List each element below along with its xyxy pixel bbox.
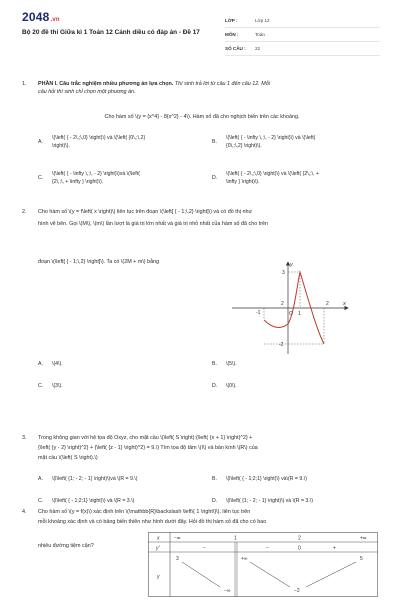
question-text-line-2: hình vẽ bên. Gọi \(M\), \(m\) lần lượt là giá trị lớn nhất và giá trị nhỏ nhất của hàm số đã cho trên (38, 221, 269, 227)
meta-key: MÔN : (225, 32, 239, 37)
sign-2: − (266, 545, 269, 552)
y-val-neg-inf: −∞ (224, 588, 231, 594)
option-text: \(I\left( {1; - 2; - 1} \right)\) và \(R = 3.\) (226, 498, 313, 504)
x-val-2: 2 (298, 535, 301, 542)
option-label: D. (212, 383, 218, 389)
option-b[interactable] (212, 135, 382, 151)
page-header (0, 0, 400, 62)
meta-value: Toán (255, 32, 265, 37)
option-text: \(I\left( { - 1;2;1} \right)\) và\(R = 9.\) (226, 476, 307, 482)
meta-row-subject (225, 28, 380, 42)
option-label: D. (212, 498, 218, 504)
label-x: x (343, 301, 346, 307)
option-label: C. (38, 175, 44, 181)
part-note: Thí sinh trả lời từ câu 1 đến câu 12. Mỗi (174, 81, 270, 87)
y-val-neg2: −2 (294, 588, 300, 594)
site-logo[interactable] (22, 10, 60, 24)
option-label: B. (212, 139, 217, 145)
option-text-2: {2\,;\, + \infty } \right)\). (52, 179, 104, 185)
label-3: 3 (282, 270, 285, 276)
arrow-up (306, 562, 356, 587)
option-label: D. (212, 175, 218, 181)
meta-row-count (225, 42, 380, 56)
logo-suffix: .vn (50, 17, 60, 23)
question-text-line-1: Cho hàm số \(y = f\left( x \right)\) liên tục trên đoạn \(\left[ { - 1;\,2} \right]\) và có đồ thị như (38, 209, 253, 215)
option-b[interactable] (212, 361, 312, 369)
option-text-2: \right)\). (52, 143, 70, 149)
part-title: PHẦN I. Câu trắc nghiệm nhiều phương án lựa chọn. (38, 81, 174, 87)
question-text-line-3: mặt cầu \(\left( S \right).\) (38, 455, 98, 461)
option-text: \(0\). (226, 383, 237, 389)
document-title: Bộ 20 đề thi Giữa kì 1 Toán 12 Cánh diều có đáp án - Đề 17 (22, 29, 200, 36)
question-text-line-1: Cho hàm số \(y = f(x)\) xác định trên \(\mathbb{R}\backslash \left\{ 1 \right\}\), liên tục trên (38, 509, 251, 515)
option-text-2: \infty } \right)\). (226, 179, 260, 185)
option-c[interactable] (38, 383, 138, 391)
meta-value: 22 (255, 46, 261, 51)
question-number: 2. (22, 209, 27, 215)
label-y: y (290, 262, 293, 268)
option-text: \(\left( { - 2\,;\,0} \right)\) và \(\left( {0\,;\,2} (52, 135, 146, 141)
label-x1: 1 (298, 311, 301, 317)
label-xm1: -1 (256, 310, 261, 316)
row-label-x: x (157, 535, 160, 542)
option-c[interactable] (38, 498, 208, 506)
option-label: B. (212, 361, 217, 367)
x-val-neg-inf: −∞ (174, 535, 181, 542)
option-a[interactable] (38, 476, 208, 484)
option-d[interactable] (212, 171, 382, 187)
option-a[interactable] (38, 361, 138, 369)
label-y2: 2 (281, 301, 284, 307)
part-heading (38, 80, 382, 88)
part-note-2: câu hỏi thí sinh chỉ chọn một phương án. (38, 89, 136, 95)
option-text: \(I\left( { - 1;2;1} \right)\) và \(R = 3.\) (52, 498, 135, 504)
arrow-down-1 (182, 562, 220, 587)
question-text-line-1: Trong không gian với hệ tọa độ Oxyz, cho mặt cầu \(\left( S \right):{\left( {x + 1} \right)^2} + (38, 435, 253, 441)
logo-main: 2048 (22, 10, 50, 24)
x-val-pos-inf: +∞ (360, 535, 367, 542)
arrow-down-2 (250, 562, 290, 587)
label-x2: 2 (326, 301, 329, 307)
option-label: A. (38, 361, 43, 367)
question-stem: Cho hàm số \(y = {x^4} - 8{x^2} - 4\). Hàm số đã cho nghịch biến trên các khoảng. (104, 114, 300, 120)
function-graph (224, 258, 354, 358)
question-number: 1. (22, 81, 27, 87)
question-text-line-2: {\left( {y - 2} \right)^2} + {\left( {z - 1} \right)^2} = 9.\) Tìm tọa độ tâm \(I\) và bán kính \(R\) của (38, 445, 258, 451)
question-text-line-2: mỗi khoảng xác định và có bảng biến thiên như hình dưới đây. Hỏi đồ thị hàm số đã cho có bao (38, 519, 267, 525)
option-text: \(\left( { - \infty \,;\, - 2} \right)\)và \(\left( (52, 171, 140, 177)
sign-zero: 0 (298, 545, 301, 552)
sign-3: + (333, 545, 336, 552)
option-label: C. (38, 383, 44, 389)
option-b[interactable] (212, 476, 382, 484)
label-ym2: -2 (279, 342, 284, 348)
option-d[interactable] (212, 383, 312, 391)
option-text: \(5\). (226, 361, 237, 367)
x-val-1: 1 (234, 535, 237, 542)
option-label: C. (38, 498, 44, 504)
meta-row-class (225, 14, 380, 28)
y-val-pos-inf: +∞ (241, 556, 248, 562)
question-text-line-3: đoạn \(\left[ { - 1;\,2} \right]\). Ta có \(2M + m\) bằng (38, 259, 160, 265)
question-number: 4. (22, 509, 27, 515)
option-label: B. (212, 476, 217, 482)
option-d[interactable] (212, 498, 382, 506)
sign-1: − (203, 545, 206, 552)
label-origin: O (289, 311, 293, 317)
meta-box (225, 14, 380, 56)
meta-value: Lớp 12 (255, 18, 270, 23)
option-text: \(4\). (52, 361, 63, 367)
option-label: A. (38, 139, 43, 145)
option-text: \(\left( { - \infty \,;\, - 2} \right)\) và \(\left( (226, 135, 316, 141)
meta-key: LỚP : (225, 18, 238, 23)
option-text-2: {0\,;\,2} \right)\). (226, 143, 262, 149)
option-text: \(I\left( {1; - 2; - 1} \right)\)và \(R = 9.\) (52, 476, 138, 482)
row-label-yp: y' (156, 545, 160, 552)
y-val-3: 3 (176, 556, 179, 562)
question-number: 3. (22, 435, 27, 441)
row-label-y: y (157, 574, 160, 580)
variation-table (148, 532, 378, 597)
meta-key: SỐ CÂU : (225, 46, 246, 51)
option-text: \(3\). (52, 383, 63, 389)
option-label: A. (38, 476, 43, 482)
question-text-line-3: nhiêu đường tiệm cận? (38, 543, 94, 549)
y-val-5: 5 (360, 556, 363, 562)
option-c[interactable] (38, 171, 208, 187)
option-a[interactable] (38, 135, 208, 151)
option-text: \(\left( { - 2\,;\,0} \right)\) và \(\left( {2\,;\, + (226, 171, 319, 177)
